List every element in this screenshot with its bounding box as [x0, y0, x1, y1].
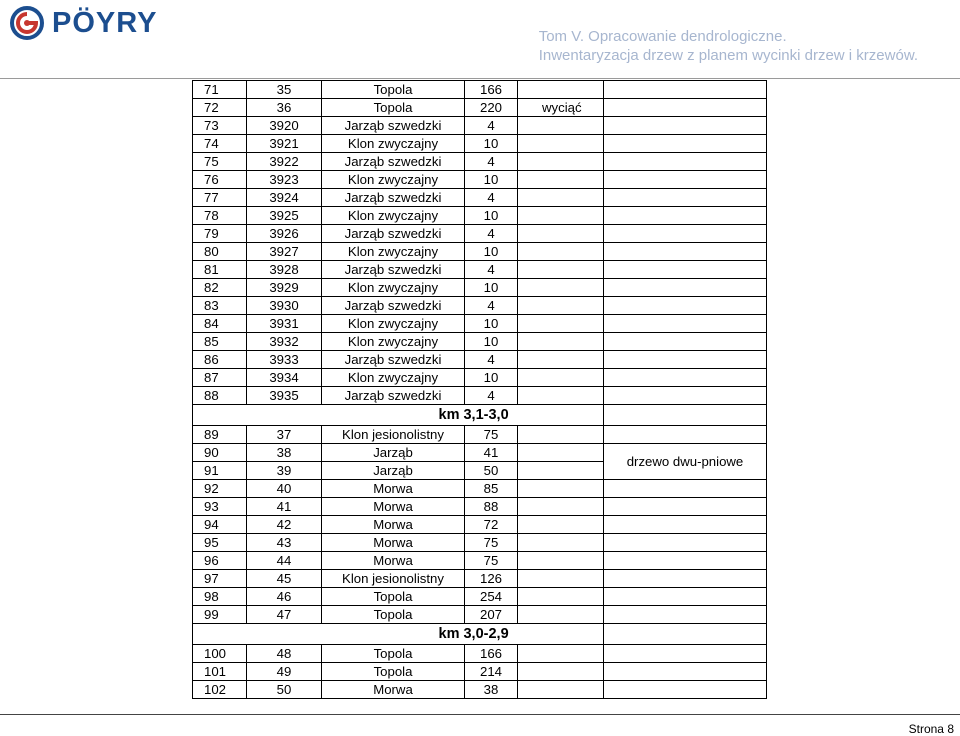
- remarks-cell: [518, 81, 604, 99]
- table-row: [193, 387, 767, 405]
- section-spacer: [193, 405, 465, 426]
- extra-cell: [604, 261, 767, 279]
- species-cell: Klon zwyczajny: [322, 369, 465, 387]
- tree-number-cell: 3935: [247, 387, 322, 405]
- remarks-cell: wyciąć: [518, 99, 604, 117]
- row-number-cell: 93: [193, 498, 247, 516]
- remarks-cell: [518, 261, 604, 279]
- row-number-cell: 91: [193, 462, 247, 480]
- row-number-cell: 78: [193, 207, 247, 225]
- table-row: [193, 261, 767, 279]
- poyry-logo-icon: [10, 6, 44, 40]
- species-cell: Klon zwyczajny: [322, 171, 465, 189]
- logo-wordmark: PÖYRY: [52, 7, 158, 39]
- circumference-cell: 50: [465, 462, 518, 480]
- table-row: [193, 534, 767, 552]
- extra-cell: [604, 480, 767, 498]
- species-cell: Jarząb szwedzki: [322, 117, 465, 135]
- circumference-cell: 166: [465, 81, 518, 99]
- remarks-cell: [518, 552, 604, 570]
- table-row: [193, 135, 767, 153]
- tree-number-cell: 36: [247, 99, 322, 117]
- extra-cell: [604, 405, 767, 426]
- species-cell: Jarząb szwedzki: [322, 261, 465, 279]
- species-cell: Topola: [322, 645, 465, 663]
- row-number-cell: 97: [193, 570, 247, 588]
- remarks-cell: [518, 369, 604, 387]
- extra-cell: [604, 279, 767, 297]
- tree-number-cell: 3933: [247, 351, 322, 369]
- circumference-cell: 10: [465, 333, 518, 351]
- extra-cell: [604, 117, 767, 135]
- species-cell: Jarząb szwedzki: [322, 153, 465, 171]
- species-cell: Klon zwyczajny: [322, 315, 465, 333]
- extra-cell: [604, 387, 767, 405]
- extra-cell: [604, 135, 767, 153]
- extra-cell: [604, 606, 767, 624]
- remarks-cell: [518, 588, 604, 606]
- table-row: [193, 117, 767, 135]
- species-cell: Topola: [322, 99, 465, 117]
- row-number-cell: 95: [193, 534, 247, 552]
- circumference-cell: 10: [465, 171, 518, 189]
- section-row: [193, 405, 767, 426]
- table-row: [193, 333, 767, 351]
- section-label-km-3-0-2-9: km 3,0-2,9: [465, 624, 604, 645]
- remarks-cell: [518, 135, 604, 153]
- tree-inventory-table: [192, 80, 767, 699]
- circumference-cell: 75: [465, 552, 518, 570]
- tree-number-cell: 3930: [247, 297, 322, 315]
- row-number-cell: 77: [193, 189, 247, 207]
- remarks-cell: [518, 426, 604, 444]
- species-cell: Morwa: [322, 552, 465, 570]
- circumference-cell: 10: [465, 135, 518, 153]
- extra-cell: [604, 681, 767, 699]
- remarks-cell: [518, 480, 604, 498]
- table-row: [193, 552, 767, 570]
- circumference-cell: 166: [465, 645, 518, 663]
- extra-cell: [604, 426, 767, 444]
- document-title-line-2: Inwentaryzacja drzew z planem wycinki drzew i krzewów.: [538, 47, 918, 64]
- table-row: [193, 225, 767, 243]
- table-row: [193, 351, 767, 369]
- extra-cell: [604, 552, 767, 570]
- table-row: [193, 516, 767, 534]
- tree-number-cell: 49: [247, 663, 322, 681]
- table-row: [193, 99, 767, 117]
- circumference-cell: 38: [465, 681, 518, 699]
- extra-cell: [604, 99, 767, 117]
- remarks-cell: [518, 570, 604, 588]
- species-cell: Morwa: [322, 516, 465, 534]
- circumference-cell: 10: [465, 243, 518, 261]
- extra-cell: [604, 171, 767, 189]
- species-cell: Morwa: [322, 534, 465, 552]
- extra-cell: [604, 243, 767, 261]
- extra-cell: [604, 588, 767, 606]
- extra-cell: [604, 189, 767, 207]
- table-row: [193, 606, 767, 624]
- remarks-cell: [518, 225, 604, 243]
- remarks-cell: [518, 663, 604, 681]
- extra-cell: [604, 570, 767, 588]
- tree-number-cell: 3920: [247, 117, 322, 135]
- row-number-cell: 98: [193, 588, 247, 606]
- row-number-cell: 94: [193, 516, 247, 534]
- section-spacer: [193, 624, 465, 645]
- extra-cell: [604, 225, 767, 243]
- species-cell: Jarząb: [322, 444, 465, 462]
- row-number-cell: 90: [193, 444, 247, 462]
- tree-number-cell: 3934: [247, 369, 322, 387]
- remarks-cell: [518, 534, 604, 552]
- circumference-cell: 10: [465, 279, 518, 297]
- species-cell: Klon zwyczajny: [322, 207, 465, 225]
- table-row: [193, 570, 767, 588]
- species-cell: Klon zwyczajny: [322, 333, 465, 351]
- table-row: [193, 369, 767, 387]
- tree-number-cell: 35: [247, 81, 322, 99]
- tree-number-cell: 46: [247, 588, 322, 606]
- extra-cell: [604, 645, 767, 663]
- remarks-cell: [518, 606, 604, 624]
- circumference-cell: 220: [465, 99, 518, 117]
- extra-cell: [604, 534, 767, 552]
- document-title-line-1: Tom V. Opracowanie dendrologiczne.: [538, 28, 787, 45]
- extra-cell: [604, 351, 767, 369]
- tree-number-cell: 41: [247, 498, 322, 516]
- page-number: Strona 8: [908, 722, 954, 736]
- species-cell: Klon jesionolistny: [322, 570, 465, 588]
- remarks-cell: [518, 444, 604, 462]
- table-row: [193, 171, 767, 189]
- tree-number-cell: 3925: [247, 207, 322, 225]
- tree-number-cell: 3931: [247, 315, 322, 333]
- tree-number-cell: 3921: [247, 135, 322, 153]
- row-number-cell: 85: [193, 333, 247, 351]
- tree-number-cell: 48: [247, 645, 322, 663]
- species-cell: Jarząb szwedzki: [322, 351, 465, 369]
- tree-number-cell: 40: [247, 480, 322, 498]
- species-cell: Morwa: [322, 681, 465, 699]
- tree-number-cell: 3923: [247, 171, 322, 189]
- remarks-cell: [518, 681, 604, 699]
- circumference-cell: 10: [465, 369, 518, 387]
- remarks-cell: [518, 315, 604, 333]
- row-number-cell: 71: [193, 81, 247, 99]
- circumference-cell: 72: [465, 516, 518, 534]
- row-number-cell: 79: [193, 225, 247, 243]
- species-cell: Klon zwyczajny: [322, 279, 465, 297]
- extra-cell: [604, 663, 767, 681]
- circumference-cell: 4: [465, 189, 518, 207]
- row-number-cell: 75: [193, 153, 247, 171]
- row-number-cell: 76: [193, 171, 247, 189]
- remarks-cell: [518, 645, 604, 663]
- table-row: [193, 315, 767, 333]
- circumference-cell: 88: [465, 498, 518, 516]
- footer-rule: [0, 714, 960, 715]
- tree-number-cell: 3927: [247, 243, 322, 261]
- remarks-cell: [518, 117, 604, 135]
- species-cell: Klon zwyczajny: [322, 135, 465, 153]
- circumference-cell: 10: [465, 207, 518, 225]
- extra-cell: [604, 516, 767, 534]
- extra-cell: [604, 297, 767, 315]
- row-number-cell: 89: [193, 426, 247, 444]
- circumference-cell: 4: [465, 117, 518, 135]
- species-cell: Jarząb szwedzki: [322, 225, 465, 243]
- remarks-cell: [518, 153, 604, 171]
- row-number-cell: 99: [193, 606, 247, 624]
- table-row: [193, 645, 767, 663]
- tree-number-cell: 3926: [247, 225, 322, 243]
- species-cell: Klon zwyczajny: [322, 243, 465, 261]
- table-body: [193, 81, 767, 699]
- row-number-cell: 73: [193, 117, 247, 135]
- circumference-cell: 41: [465, 444, 518, 462]
- species-cell: Topola: [322, 588, 465, 606]
- row-number-cell: 101: [193, 663, 247, 681]
- row-number-cell: 100: [193, 645, 247, 663]
- table-row: [193, 681, 767, 699]
- table-row: [193, 297, 767, 315]
- circumference-cell: 214: [465, 663, 518, 681]
- extra-cell: [604, 153, 767, 171]
- tree-number-cell: 3922: [247, 153, 322, 171]
- circumference-cell: 126: [465, 570, 518, 588]
- table-row: [193, 81, 767, 99]
- circumference-cell: 4: [465, 351, 518, 369]
- poyry-logo: [10, 6, 157, 40]
- tree-number-cell: 39: [247, 462, 322, 480]
- row-number-cell: 87: [193, 369, 247, 387]
- species-cell: Topola: [322, 81, 465, 99]
- table-row: [193, 153, 767, 171]
- document-title: [539, 27, 918, 65]
- table-row: [193, 243, 767, 261]
- table-row: [193, 588, 767, 606]
- row-number-cell: 74: [193, 135, 247, 153]
- row-number-cell: 92: [193, 480, 247, 498]
- remarks-cell: [518, 498, 604, 516]
- row-number-cell: 86: [193, 351, 247, 369]
- extra-cell: [604, 333, 767, 351]
- tree-number-cell: 38: [247, 444, 322, 462]
- tree-number-cell: 3924: [247, 189, 322, 207]
- remarks-cell: [518, 462, 604, 480]
- row-number-cell: 81: [193, 261, 247, 279]
- tree-number-cell: 44: [247, 552, 322, 570]
- tree-number-cell: 45: [247, 570, 322, 588]
- row-number-cell: 96: [193, 552, 247, 570]
- row-number-cell: 102: [193, 681, 247, 699]
- extra-cell: [604, 315, 767, 333]
- table-row: [193, 480, 767, 498]
- header-rule: [0, 78, 960, 79]
- remarks-cell: [518, 297, 604, 315]
- circumference-cell: 85: [465, 480, 518, 498]
- tree-number-cell: 3928: [247, 261, 322, 279]
- circumference-cell: 254: [465, 588, 518, 606]
- page-header: [0, 0, 960, 80]
- table-row: [193, 207, 767, 225]
- species-cell: Topola: [322, 663, 465, 681]
- table-row: [193, 663, 767, 681]
- tree-number-cell: 50: [247, 681, 322, 699]
- section-row: [193, 624, 767, 645]
- circumference-cell: 75: [465, 426, 518, 444]
- circumference-cell: 4: [465, 387, 518, 405]
- row-number-cell: 82: [193, 279, 247, 297]
- remarks-cell: [518, 516, 604, 534]
- table-row: [193, 279, 767, 297]
- species-cell: Jarząb szwedzki: [322, 387, 465, 405]
- table-row: [193, 444, 767, 462]
- species-cell: Morwa: [322, 498, 465, 516]
- table-row: [193, 498, 767, 516]
- row-number-cell: 84: [193, 315, 247, 333]
- species-cell: Jarząb szwedzki: [322, 189, 465, 207]
- remarks-cell: [518, 189, 604, 207]
- remarks-cell: [518, 387, 604, 405]
- table-row: [193, 189, 767, 207]
- tree-number-cell: 47: [247, 606, 322, 624]
- tree-number-cell: 37: [247, 426, 322, 444]
- species-cell: Jarząb szwedzki: [322, 297, 465, 315]
- tree-number-cell: 3932: [247, 333, 322, 351]
- circumference-cell: 4: [465, 297, 518, 315]
- tree-number-cell: 3929: [247, 279, 322, 297]
- row-number-cell: 88: [193, 387, 247, 405]
- circumference-cell: 75: [465, 534, 518, 552]
- remarks-cell: [518, 171, 604, 189]
- extra-cell: [604, 498, 767, 516]
- species-cell: Klon jesionolistny: [322, 426, 465, 444]
- circumference-cell: 207: [465, 606, 518, 624]
- species-cell: Morwa: [322, 480, 465, 498]
- circumference-cell: 4: [465, 225, 518, 243]
- species-cell: Jarząb: [322, 462, 465, 480]
- table-row: [193, 426, 767, 444]
- extra-cell: [604, 81, 767, 99]
- tree-number-cell: 42: [247, 516, 322, 534]
- remarks-cell: [518, 243, 604, 261]
- circumference-cell: 4: [465, 153, 518, 171]
- extra-cell: [604, 369, 767, 387]
- circumference-cell: 4: [465, 261, 518, 279]
- remarks-cell: [518, 333, 604, 351]
- remarks-cell: [518, 351, 604, 369]
- row-number-cell: 72: [193, 99, 247, 117]
- row-number-cell: 80: [193, 243, 247, 261]
- section-label-km-3-1-3-0: km 3,1-3,0: [465, 405, 604, 426]
- extra-cell: [604, 207, 767, 225]
- extra-cell: [604, 624, 767, 645]
- species-cell: Topola: [322, 606, 465, 624]
- remarks-cell: [518, 207, 604, 225]
- tree-number-cell: 43: [247, 534, 322, 552]
- circumference-cell: 10: [465, 315, 518, 333]
- row-number-cell: 83: [193, 297, 247, 315]
- remark-double-trunk: drzewo dwu-pniowe: [604, 444, 767, 480]
- remarks-cell: [518, 279, 604, 297]
